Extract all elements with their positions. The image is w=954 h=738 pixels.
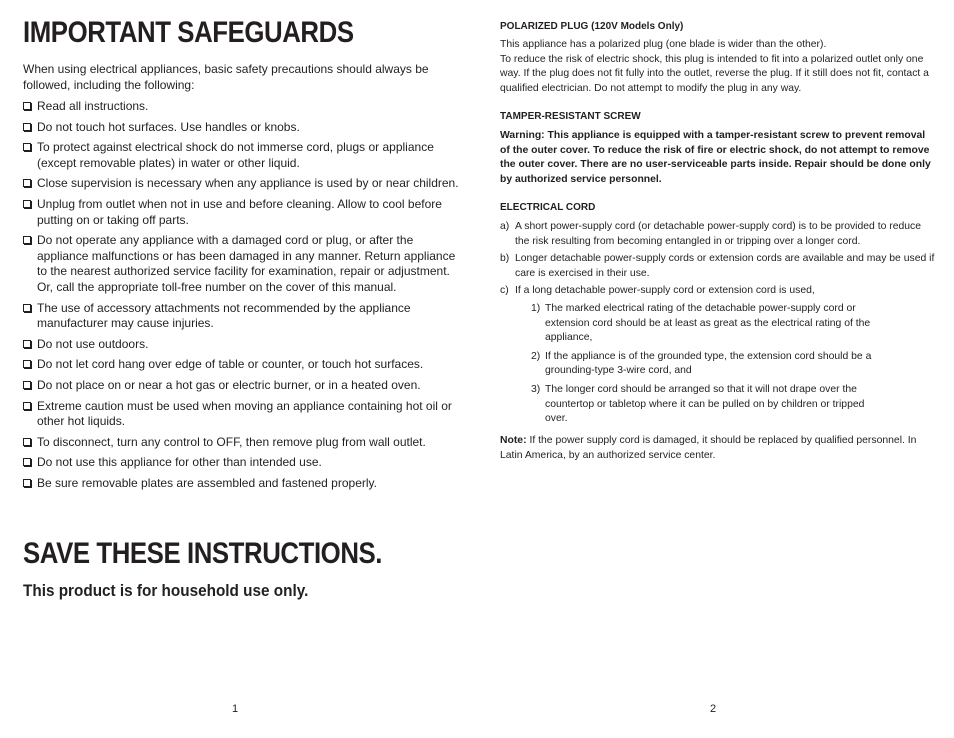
section-heading: ELECTRICAL CORD	[500, 202, 596, 213]
list-item-text: Do not use this appliance for other than intended use.	[37, 455, 322, 470]
list-marker: a)	[500, 221, 510, 232]
checkbox-bullet-icon	[23, 123, 31, 131]
list-item-text: Do not operate any appliance with a damaged cord or plug, or after the appliance malfunctions or has been damaged in any manner. Return appliance to the nearest authorized service facility for examination, repair or adjustment. Or, call the appropriate toll-free number on the cover of this manual.	[37, 233, 456, 294]
section-heading: TAMPER-RESISTANT SCREW	[500, 111, 641, 122]
list-marker: 1)	[531, 302, 541, 314]
checkbox-bullet-icon	[23, 381, 31, 389]
page-number: 1	[232, 703, 239, 715]
note-text: If the power supply cord is damaged, it should be replaced by qualified personnel. In Latin America, by an authorized service center.	[500, 435, 917, 461]
list-item	[23, 99, 459, 115]
list-marker: c)	[500, 285, 509, 297]
list-item-text: To disconnect, turn any control to OFF, then remove plug from wall outlet.	[37, 434, 426, 449]
list-item	[500, 284, 936, 426]
list-item	[500, 220, 936, 249]
list-item-text: Do not touch hot surfaces. Use handles or knobs.	[37, 119, 300, 134]
save-instructions-title: SAVE THESE INSTRUCTIONS.	[23, 537, 383, 570]
list-item	[500, 252, 936, 281]
checkbox-bullet-icon	[23, 479, 31, 487]
list-item	[23, 140, 459, 171]
list-item-text: To protect against electrical shock do not immerse cord, plugs or appliance (except removable plates) in water or other liquid.	[37, 140, 434, 170]
list-item-text: Do not let cord hang over edge of table or counter, or touch hot surfaces.	[37, 357, 424, 372]
list-item-text: If the appliance is of the grounded type, the extension cord should be a grounding-type 3-wire cord, and	[545, 350, 872, 377]
checkbox-bullet-icon	[23, 143, 31, 151]
list-item-text: Extreme caution must be used when moving an appliance containing hot oil or other hot liquids.	[37, 398, 452, 429]
left-page	[23, 0, 463, 738]
intro-text: When using electrical appliances, basic safety precautions should always be followed, including the following:	[23, 62, 429, 92]
sub-list	[515, 302, 936, 427]
note-paragraph	[500, 434, 936, 463]
section-text: This appliance has a polarized plug (one blade is wider than the other).	[500, 39, 827, 50]
list-marker: 3)	[531, 383, 541, 395]
list-item	[23, 120, 459, 136]
checkbox-bullet-icon	[23, 458, 31, 466]
sub-list-item	[515, 350, 885, 379]
checkbox-bullet-icon	[23, 402, 31, 410]
list-item-text: Read all instructions.	[37, 99, 149, 113]
list-item-text: The use of accessory attachments not recommended by the appliance manufacturer may cause injuries.	[37, 300, 411, 331]
cord-list	[500, 220, 936, 427]
checkbox-bullet-icon	[23, 179, 31, 187]
page-number: 2	[710, 703, 717, 715]
list-item	[23, 455, 459, 471]
list-item-text: The longer cord should be arranged so that it will not drape over the countertop or tabletop where it can be pulled on by children or tripped over.	[545, 383, 865, 425]
warning-text: Warning: This appliance is equipped with a tamper-resistant screw to prevent removal of the outer cover. To reduce the risk of fire or electric shock, do not attempt to remove the outer cover. There are no user-serviceable parts inside. Repair should be done only by authorized service personnel.	[500, 130, 931, 185]
list-item-text: Longer detachable power-supply cords or extension cords are available and may be used if care is exercised in their use.	[515, 253, 935, 279]
list-item-text: Close supervision is necessary when any appliance is used by or near children.	[37, 176, 459, 191]
checkbox-bullet-icon	[23, 438, 31, 446]
list-item	[23, 301, 459, 332]
list-item	[23, 476, 459, 492]
list-item	[23, 378, 459, 394]
list-item	[23, 233, 459, 295]
list-item	[23, 399, 459, 430]
right-page	[500, 0, 936, 738]
sub-list-item	[515, 383, 885, 427]
page-title: IMPORTANT SAFEGUARDS	[23, 16, 354, 49]
household-use-note: This product is for household use only.	[23, 581, 309, 600]
section-text: To reduce the risk of electric shock, this plug is intended to fit into a polarized outlet only one way. If the plug does not fit fully into the outlet, reverse the plug. If it still does not fit, contact a qualified electrician. Do not attempt to modify the plug in any way.	[500, 53, 929, 94]
list-item-text: Do not use outdoors.	[37, 336, 149, 351]
electrical-cord-section	[500, 201, 936, 431]
list-item-text: Be sure removable plates are assembled and fastened properly.	[37, 475, 377, 490]
checkbox-bullet-icon	[23, 340, 31, 348]
polarized-plug-section	[500, 20, 936, 96]
list-item-text: If a long detachable power-supply cord or extension cord is used,	[515, 285, 815, 297]
list-item	[23, 337, 459, 353]
list-item-text: The marked electrical rating of the detachable power-supply cord or extension cord should be at least as great as the electrical rating of the appliance,	[545, 302, 871, 344]
list-item	[23, 357, 459, 373]
checkbox-bullet-icon	[23, 200, 31, 208]
checkbox-bullet-icon	[23, 236, 31, 244]
safeguards-list	[23, 99, 459, 496]
list-item-text: Unplug from outlet when not in use and before cleaning. Allow to cool before putting on or taking off parts.	[37, 196, 442, 227]
tamper-resistant-section	[500, 110, 936, 187]
sub-list-item	[515, 302, 885, 346]
note-label: Note:	[500, 435, 527, 446]
checkbox-bullet-icon	[23, 304, 31, 312]
list-item	[23, 435, 459, 451]
checkbox-bullet-icon	[23, 360, 31, 368]
section-heading: POLARIZED PLUG (120V Models Only)	[500, 21, 684, 32]
list-item-text: Do not place on or near a hot gas or electric burner, or in a heated oven.	[37, 377, 421, 392]
list-item	[23, 176, 459, 192]
list-item	[23, 197, 459, 228]
checkbox-bullet-icon	[23, 102, 31, 110]
list-item-text: A short power-supply cord (or detachable power-supply cord) is to be provided to reduce the risk resulting from becoming entangled in or tripping over a longer cord.	[515, 221, 922, 247]
list-marker: b)	[500, 253, 510, 265]
list-marker: 2)	[531, 350, 541, 362]
